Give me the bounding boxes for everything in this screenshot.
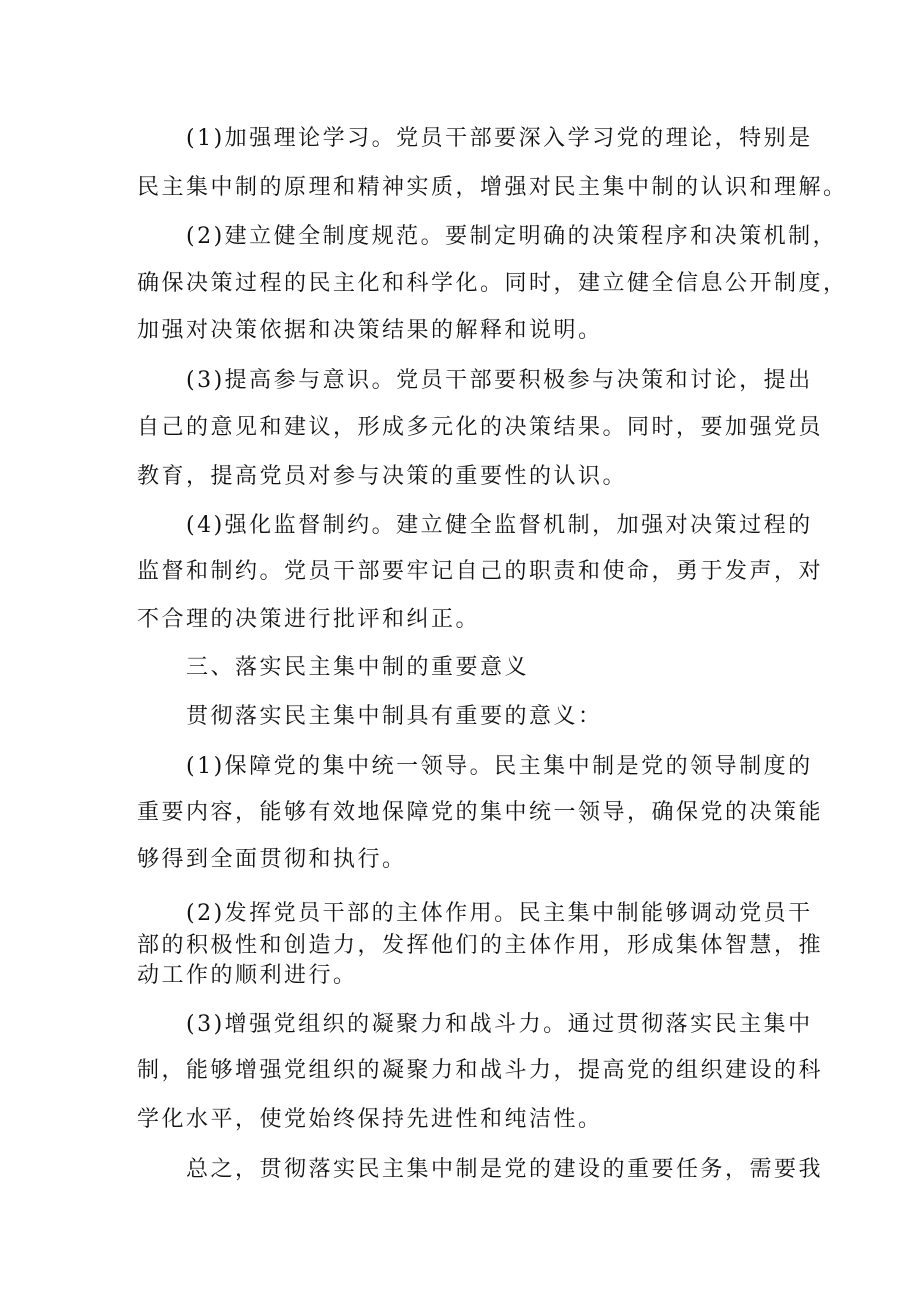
significance-2-line-2: 部的积极性和创造力，发挥他们的主体作用，形成集体智慧，推 bbox=[137, 933, 824, 958]
significance-2-line-1: (2)发挥党员干部的主体作用。民主集中制能够调动党员干 bbox=[186, 901, 813, 926]
conclusion-line: 总之，贯彻落实民主集中制是党的建设的重要任务，需要我 bbox=[186, 1157, 824, 1182]
section-heading: 三、落实民主集中制的重要意义 bbox=[186, 655, 530, 680]
measure-3-line-1: (3)提高参与意识。党员干部要积极参与决策和讨论，提出 bbox=[186, 368, 813, 393]
significance-1-line-3: 够得到全面贯彻和执行。 bbox=[137, 847, 407, 872]
significance-3-line-3: 学化水平，使党始终保持先进性和纯洁性。 bbox=[137, 1107, 603, 1132]
measure-2-line-3: 加强对决策依据和决策结果的解释和说明。 bbox=[137, 318, 603, 343]
significance-2-line-3: 动工作的顺利进行。 bbox=[137, 963, 358, 988]
measure-4-line-2: 监督和制约。党员干部要牢记自己的职责和使命，勇于发声，对 bbox=[137, 559, 824, 584]
measure-2-line-2: 确保决策过程的民主化和科学化。同时，建立健全信息公开制度， bbox=[137, 271, 848, 296]
section-intro: 贯彻落实民主集中制具有重要的意义： bbox=[186, 704, 603, 729]
measure-1-line-1: (1)加强理论学习。党员干部要深入学习党的理论，特别是 bbox=[186, 126, 813, 151]
measure-2-line-1: (2)建立健全制度规范。要制定明确的决策程序和决策机制， bbox=[186, 224, 838, 249]
significance-3-line-1: (3)增强党组织的凝聚力和战斗力。通过贯彻落实民主集中 bbox=[186, 1012, 813, 1037]
significance-3-line-2: 制，能够增强党组织的凝聚力和战斗力，提高党的组织建设的科 bbox=[137, 1058, 824, 1083]
measure-4-line-3: 不合理的决策进行批评和纠正。 bbox=[137, 607, 481, 632]
significance-1-line-2: 重要内容，能够有效地保障党的集中统一领导，确保党的决策能 bbox=[137, 800, 824, 825]
significance-1-line-1: (1)保障党的集中统一领导。民主集中制是党的领导制度的 bbox=[186, 754, 813, 779]
measure-3-line-2: 自己的意见和建议，形成多元化的决策结果。同时，要加强党员 bbox=[137, 415, 824, 440]
measure-3-line-3: 教育，提高党员对参与决策的重要性的认识。 bbox=[137, 464, 628, 489]
measure-1-line-2: 民主集中制的原理和精神实质，增强对民主集中制的认识和理解。 bbox=[137, 175, 848, 200]
measure-4-line-1: (4)强化监督制约。建立健全监督机制，加强对决策过程的 bbox=[186, 513, 813, 538]
